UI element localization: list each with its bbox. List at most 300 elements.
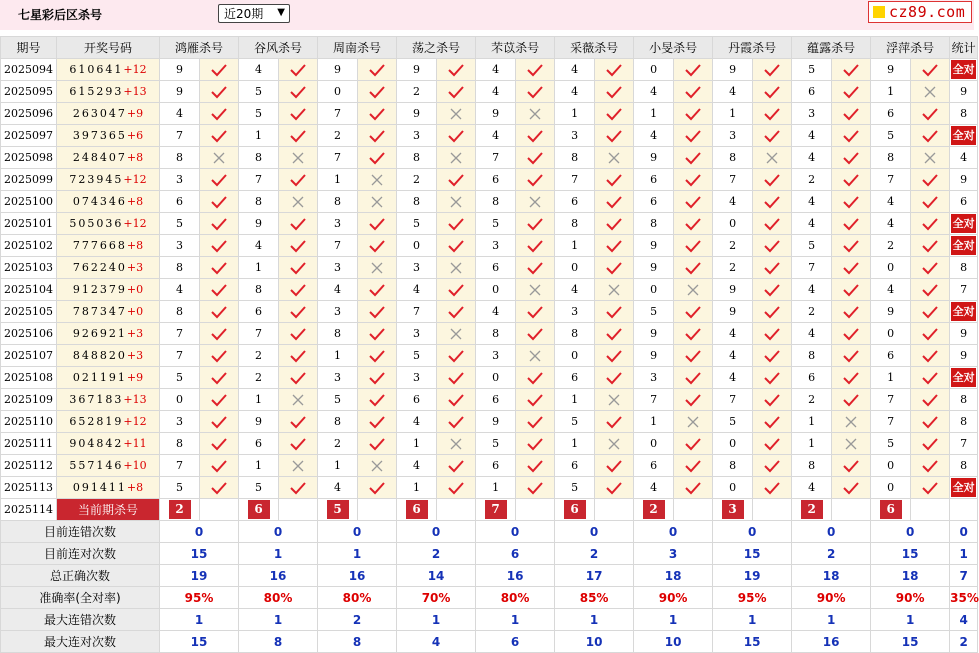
checkmark-icon — [368, 107, 386, 121]
kill-pick-cell: 4 — [239, 235, 279, 257]
result-correct-cell — [279, 103, 318, 125]
result-wrong-cell — [516, 191, 555, 213]
checkmark-icon — [842, 239, 860, 253]
cross-icon — [842, 415, 860, 429]
summary-value: 1 — [634, 609, 713, 631]
result-wrong-cell — [437, 257, 476, 279]
empty-cell — [279, 499, 318, 521]
kill-pick-cell: 5 — [555, 477, 595, 499]
current-pick-badge: 3 — [722, 500, 744, 519]
summary-value: 6 — [476, 631, 555, 653]
kill-pick-cell: 4 — [634, 81, 674, 103]
result-correct-cell — [279, 301, 318, 323]
summary-value: 16 — [318, 565, 397, 587]
result-correct-cell — [753, 433, 792, 455]
issue-cell: 2025105 — [1, 301, 57, 323]
summary-value: 10 — [555, 631, 634, 653]
summary-value: 80% — [476, 587, 555, 609]
result-correct-cell — [516, 411, 555, 433]
kill-pick-cell: 4 — [318, 477, 358, 499]
kill-pick-cell: 9 — [397, 59, 437, 81]
checkmark-icon — [526, 481, 544, 495]
summary-row — [1, 631, 978, 653]
kill-pick-cell: 7 — [397, 301, 437, 323]
checkmark-icon — [763, 239, 781, 253]
kill-pick-cell: 2 — [792, 301, 832, 323]
checkmark-icon — [842, 393, 860, 407]
kill-pick-cell: 3 — [713, 125, 753, 147]
result-correct-cell — [595, 301, 634, 323]
draw-sum: +13 — [123, 393, 147, 406]
kill-pick-cell: 2 — [713, 257, 753, 279]
checkmark-icon — [684, 437, 702, 451]
draw-numbers-cell — [57, 367, 160, 389]
checkmark-icon — [684, 151, 702, 165]
checkmark-icon — [447, 459, 465, 473]
draw-numbers-cell — [57, 81, 160, 103]
checkmark-icon — [842, 305, 860, 319]
result-correct-cell — [279, 433, 318, 455]
checkmark-icon — [210, 85, 228, 99]
checkmark-icon — [368, 305, 386, 319]
current-pick-cell — [476, 499, 516, 521]
draw-sum: +8 — [126, 195, 144, 208]
kill-pick-cell: 4 — [397, 411, 437, 433]
draw-numbers: 021191 — [72, 371, 127, 384]
summary-value: 1 — [239, 543, 318, 565]
draw-numbers-cell — [57, 433, 160, 455]
checkmark-icon — [526, 173, 544, 187]
top-bar — [0, 0, 974, 30]
draw-numbers-cell — [57, 345, 160, 367]
result-correct-cell — [516, 257, 555, 279]
kill-pick-cell: 1 — [871, 81, 911, 103]
result-correct-cell — [832, 279, 871, 301]
checkmark-icon — [684, 129, 702, 143]
summary-stat-value: 1 — [950, 543, 978, 565]
kill-pick-cell: 6 — [397, 389, 437, 411]
summary-value: 95% — [713, 587, 792, 609]
summary-value: 1 — [476, 609, 555, 631]
result-correct-cell — [911, 279, 950, 301]
result-correct-cell — [674, 235, 713, 257]
checkmark-icon — [921, 217, 939, 231]
kill-pick-cell: 3 — [318, 301, 358, 323]
issue-cell: 2025098 — [1, 147, 57, 169]
result-correct-cell — [437, 367, 476, 389]
checkmark-icon — [763, 129, 781, 143]
checkmark-icon — [210, 129, 228, 143]
kill-pick-cell: 7 — [239, 169, 279, 191]
table-row — [1, 103, 978, 125]
result-correct-cell — [832, 301, 871, 323]
empty-cell — [753, 499, 792, 521]
checkmark-icon — [763, 349, 781, 363]
kill-pick-cell: 6 — [555, 367, 595, 389]
kill-pick-cell: 5 — [476, 213, 516, 235]
kill-pick-cell: 8 — [397, 191, 437, 213]
empty-cell — [200, 499, 239, 521]
row-stat-cell: 4 — [950, 147, 978, 169]
issue-cell: 2025103 — [1, 257, 57, 279]
checkmark-icon — [447, 173, 465, 187]
draw-numbers: 777668 — [72, 239, 127, 252]
summary-value: 90% — [634, 587, 713, 609]
summary-value: 1 — [713, 609, 792, 631]
draw-sum: +6 — [126, 129, 144, 142]
result-correct-cell — [516, 477, 555, 499]
summary-value: 1 — [871, 609, 950, 631]
result-correct-cell — [674, 147, 713, 169]
result-correct-cell — [753, 345, 792, 367]
summary-value: 2 — [397, 543, 476, 565]
draw-sum: +0 — [126, 305, 144, 318]
result-wrong-cell — [516, 345, 555, 367]
period-select-value: 近20期 — [224, 7, 264, 21]
kill-pick-cell: 3 — [792, 103, 832, 125]
kill-pick-cell: 8 — [555, 147, 595, 169]
draw-numbers-cell — [57, 59, 160, 81]
kill-pick-cell: 1 — [555, 103, 595, 125]
row-stat-cell — [950, 477, 978, 499]
kill-pick-cell: 6 — [476, 169, 516, 191]
kill-pick-cell: 6 — [239, 433, 279, 455]
col-header-expert: 小旻杀号 — [634, 37, 713, 59]
result-wrong-cell — [279, 389, 318, 411]
all-correct-badge: 全对 — [951, 214, 976, 233]
summary-row — [1, 521, 978, 543]
kill-pick-cell: 4 — [555, 279, 595, 301]
result-correct-cell — [674, 433, 713, 455]
result-wrong-cell — [279, 147, 318, 169]
result-correct-cell — [200, 257, 239, 279]
checkmark-icon — [368, 415, 386, 429]
checkmark-icon — [921, 173, 939, 187]
kill-number-table — [0, 36, 978, 653]
summary-value: 90% — [792, 587, 871, 609]
summary-value: 0 — [871, 521, 950, 543]
kill-pick-cell: 0 — [634, 279, 674, 301]
draw-sum: +12 — [123, 63, 147, 76]
kill-pick-cell: 1 — [239, 125, 279, 147]
table-row — [1, 323, 978, 345]
kill-pick-cell: 2 — [239, 345, 279, 367]
draw-numbers: 926921 — [72, 327, 127, 340]
period-select[interactable] — [218, 4, 290, 23]
kill-pick-cell: 0 — [160, 389, 200, 411]
row-stat-cell: 8 — [950, 257, 978, 279]
result-correct-cell — [200, 477, 239, 499]
result-correct-cell — [279, 81, 318, 103]
kill-pick-cell: 4 — [792, 147, 832, 169]
kill-pick-cell: 8 — [397, 147, 437, 169]
kill-pick-cell: 4 — [476, 81, 516, 103]
row-stat-cell: 9 — [950, 323, 978, 345]
result-correct-cell — [516, 367, 555, 389]
col-header-expert: 谷风杀号 — [239, 37, 318, 59]
kill-pick-cell: 5 — [239, 477, 279, 499]
result-correct-cell — [753, 103, 792, 125]
cross-icon — [289, 195, 307, 209]
kill-pick-cell: 9 — [634, 345, 674, 367]
draw-numbers: 652819 — [69, 415, 124, 428]
cross-icon — [289, 393, 307, 407]
chevron-down-icon: ▼ — [277, 7, 285, 18]
result-correct-cell — [437, 235, 476, 257]
draw-numbers-cell — [57, 323, 160, 345]
issue-cell: 2025102 — [1, 235, 57, 257]
checkmark-icon — [763, 481, 781, 495]
checkmark-icon — [842, 261, 860, 275]
summary-value: 16 — [476, 565, 555, 587]
result-correct-cell — [911, 257, 950, 279]
result-correct-cell — [437, 125, 476, 147]
kill-pick-cell: 6 — [634, 191, 674, 213]
summary-value: 0 — [555, 521, 634, 543]
result-correct-cell — [358, 147, 397, 169]
result-correct-cell — [516, 235, 555, 257]
result-correct-cell — [911, 323, 950, 345]
issue-cell: 2025099 — [1, 169, 57, 191]
result-correct-cell — [595, 455, 634, 477]
checkmark-icon — [921, 261, 939, 275]
checkmark-icon — [210, 349, 228, 363]
summary-value: 15 — [713, 631, 792, 653]
checkmark-icon — [763, 195, 781, 209]
checkmark-icon — [289, 85, 307, 99]
summary-stat-value: 2 — [950, 631, 978, 653]
table-row — [1, 301, 978, 323]
result-correct-cell — [595, 345, 634, 367]
current-pick-badge: 6 — [564, 500, 586, 519]
result-correct-cell — [911, 235, 950, 257]
table-row — [1, 169, 978, 191]
result-correct-cell — [279, 169, 318, 191]
checkmark-icon — [842, 349, 860, 363]
result-wrong-cell — [437, 191, 476, 213]
col-header-issue: 期号 — [1, 37, 57, 59]
kill-pick-cell: 6 — [239, 301, 279, 323]
kill-pick-cell: 0 — [397, 235, 437, 257]
kill-pick-cell: 4 — [792, 191, 832, 213]
result-correct-cell — [200, 81, 239, 103]
issue-cell: 2025113 — [1, 477, 57, 499]
col-header-stat: 统计 — [950, 37, 978, 59]
kill-pick-cell: 7 — [871, 411, 911, 433]
current-pick-badge: 6 — [406, 500, 428, 519]
checkmark-icon — [921, 459, 939, 473]
table-row — [1, 191, 978, 213]
checkmark-icon — [921, 305, 939, 319]
kill-pick-cell: 9 — [713, 301, 753, 323]
summary-value: 19 — [160, 565, 239, 587]
checkmark-icon — [447, 371, 465, 385]
result-correct-cell — [674, 257, 713, 279]
summary-value: 8 — [239, 631, 318, 653]
draw-sum: +11 — [123, 437, 147, 450]
result-wrong-cell — [358, 169, 397, 191]
kill-pick-cell: 4 — [476, 301, 516, 323]
checkmark-icon — [289, 173, 307, 187]
kill-pick-cell: 6 — [871, 345, 911, 367]
cross-icon — [526, 283, 544, 297]
table-row — [1, 389, 978, 411]
kill-pick-cell: 5 — [160, 477, 200, 499]
draw-sum: +12 — [123, 173, 147, 186]
kill-pick-cell: 0 — [871, 455, 911, 477]
kill-pick-cell: 7 — [318, 235, 358, 257]
summary-value: 2 — [318, 609, 397, 631]
kill-pick-cell: 1 — [792, 411, 832, 433]
row-stat-cell: 9 — [950, 169, 978, 191]
kill-pick-cell: 1 — [555, 389, 595, 411]
checkmark-icon — [289, 63, 307, 77]
issue-cell: 2025094 — [1, 59, 57, 81]
kill-pick-cell: 6 — [634, 455, 674, 477]
result-correct-cell — [437, 455, 476, 477]
kill-pick-cell: 9 — [634, 257, 674, 279]
cross-icon — [447, 107, 465, 121]
checkmark-icon — [447, 63, 465, 77]
summary-value: 1 — [792, 609, 871, 631]
kill-pick-cell: 8 — [476, 323, 516, 345]
checkmark-icon — [210, 481, 228, 495]
current-pick-badge: 2 — [169, 500, 191, 519]
checkmark-icon — [368, 371, 386, 385]
checkmark-icon — [447, 85, 465, 99]
result-wrong-cell — [358, 257, 397, 279]
row-stat-cell: 9 — [950, 345, 978, 367]
checkmark-icon — [605, 239, 623, 253]
col-header-expert: 丹霞杀号 — [713, 37, 792, 59]
cross-icon — [368, 195, 386, 209]
result-correct-cell — [200, 235, 239, 257]
result-correct-cell — [832, 455, 871, 477]
result-correct-cell — [753, 59, 792, 81]
current-kill-label: 当前期杀号 — [57, 499, 160, 521]
checkmark-icon — [447, 305, 465, 319]
cross-icon — [368, 173, 386, 187]
checkmark-icon — [210, 63, 228, 77]
site-logo[interactable] — [868, 1, 972, 23]
checkmark-icon — [210, 195, 228, 209]
checkmark-icon — [921, 481, 939, 495]
draw-numbers: 074346 — [72, 195, 127, 208]
summary-value: 19 — [713, 565, 792, 587]
kill-pick-cell: 8 — [792, 345, 832, 367]
result-correct-cell — [832, 213, 871, 235]
draw-numbers-cell — [57, 235, 160, 257]
kill-pick-cell: 4 — [160, 103, 200, 125]
summary-value: 0 — [239, 521, 318, 543]
checkmark-icon — [684, 85, 702, 99]
row-stat-cell — [950, 213, 978, 235]
current-pick-cell — [713, 499, 753, 521]
summary-value: 15 — [160, 631, 239, 653]
draw-sum: +10 — [123, 459, 147, 472]
checkmark-icon — [842, 151, 860, 165]
result-correct-cell — [279, 257, 318, 279]
draw-numbers: 505036 — [69, 217, 124, 230]
result-correct-cell — [832, 103, 871, 125]
result-correct-cell — [911, 59, 950, 81]
kill-pick-cell: 0 — [713, 213, 753, 235]
row-stat-cell — [950, 301, 978, 323]
issue-cell: 2025111 — [1, 433, 57, 455]
kill-pick-cell: 4 — [634, 477, 674, 499]
kill-pick-cell: 1 — [318, 455, 358, 477]
kill-pick-cell: 9 — [871, 301, 911, 323]
kill-pick-cell: 4 — [397, 279, 437, 301]
result-correct-cell — [437, 345, 476, 367]
result-wrong-cell — [437, 323, 476, 345]
result-correct-cell — [595, 169, 634, 191]
cross-icon — [684, 283, 702, 297]
result-correct-cell — [832, 345, 871, 367]
kill-pick-cell: 8 — [318, 323, 358, 345]
draw-numbers: 787347 — [72, 305, 127, 318]
checkmark-icon — [842, 107, 860, 121]
result-correct-cell — [516, 59, 555, 81]
summary-value: 15 — [871, 543, 950, 565]
cross-icon — [842, 437, 860, 451]
cross-icon — [289, 459, 307, 473]
result-correct-cell — [595, 213, 634, 235]
result-correct-cell — [200, 323, 239, 345]
kill-pick-cell: 5 — [476, 433, 516, 455]
checkmark-icon — [526, 217, 544, 231]
draw-sum: +3 — [126, 261, 144, 274]
result-correct-cell — [911, 345, 950, 367]
col-header-expert: 蕴露杀号 — [792, 37, 871, 59]
current-pick-badge: 7 — [485, 500, 507, 519]
kill-pick-cell: 5 — [397, 345, 437, 367]
summary-value: 4 — [397, 631, 476, 653]
kill-pick-cell: 9 — [871, 59, 911, 81]
draw-numbers-cell — [57, 455, 160, 477]
checkmark-icon — [684, 173, 702, 187]
kill-pick-cell: 2 — [318, 125, 358, 147]
kill-pick-cell: 4 — [160, 279, 200, 301]
result-correct-cell — [674, 389, 713, 411]
kill-pick-cell: 0 — [555, 345, 595, 367]
checkmark-icon — [368, 349, 386, 363]
issue-cell: 2025106 — [1, 323, 57, 345]
kill-pick-cell: 9 — [397, 103, 437, 125]
result-correct-cell — [358, 103, 397, 125]
table-row — [1, 411, 978, 433]
all-correct-badge: 全对 — [951, 478, 976, 497]
result-correct-cell — [200, 169, 239, 191]
summary-value: 18 — [871, 565, 950, 587]
summary-value: 15 — [871, 631, 950, 653]
col-header-expert: 采薇杀号 — [555, 37, 634, 59]
kill-pick-cell: 9 — [476, 103, 516, 125]
checkmark-icon — [368, 327, 386, 341]
summary-value: 80% — [239, 587, 318, 609]
summary-value: 80% — [318, 587, 397, 609]
kill-pick-cell: 8 — [239, 279, 279, 301]
kill-pick-cell: 3 — [476, 235, 516, 257]
kill-pick-cell: 4 — [713, 191, 753, 213]
issue-cell: 2025107 — [1, 345, 57, 367]
checkmark-icon — [447, 393, 465, 407]
result-correct-cell — [674, 125, 713, 147]
kill-pick-cell: 9 — [713, 279, 753, 301]
checkmark-icon — [289, 283, 307, 297]
result-correct-cell — [358, 213, 397, 235]
checkmark-icon — [921, 129, 939, 143]
